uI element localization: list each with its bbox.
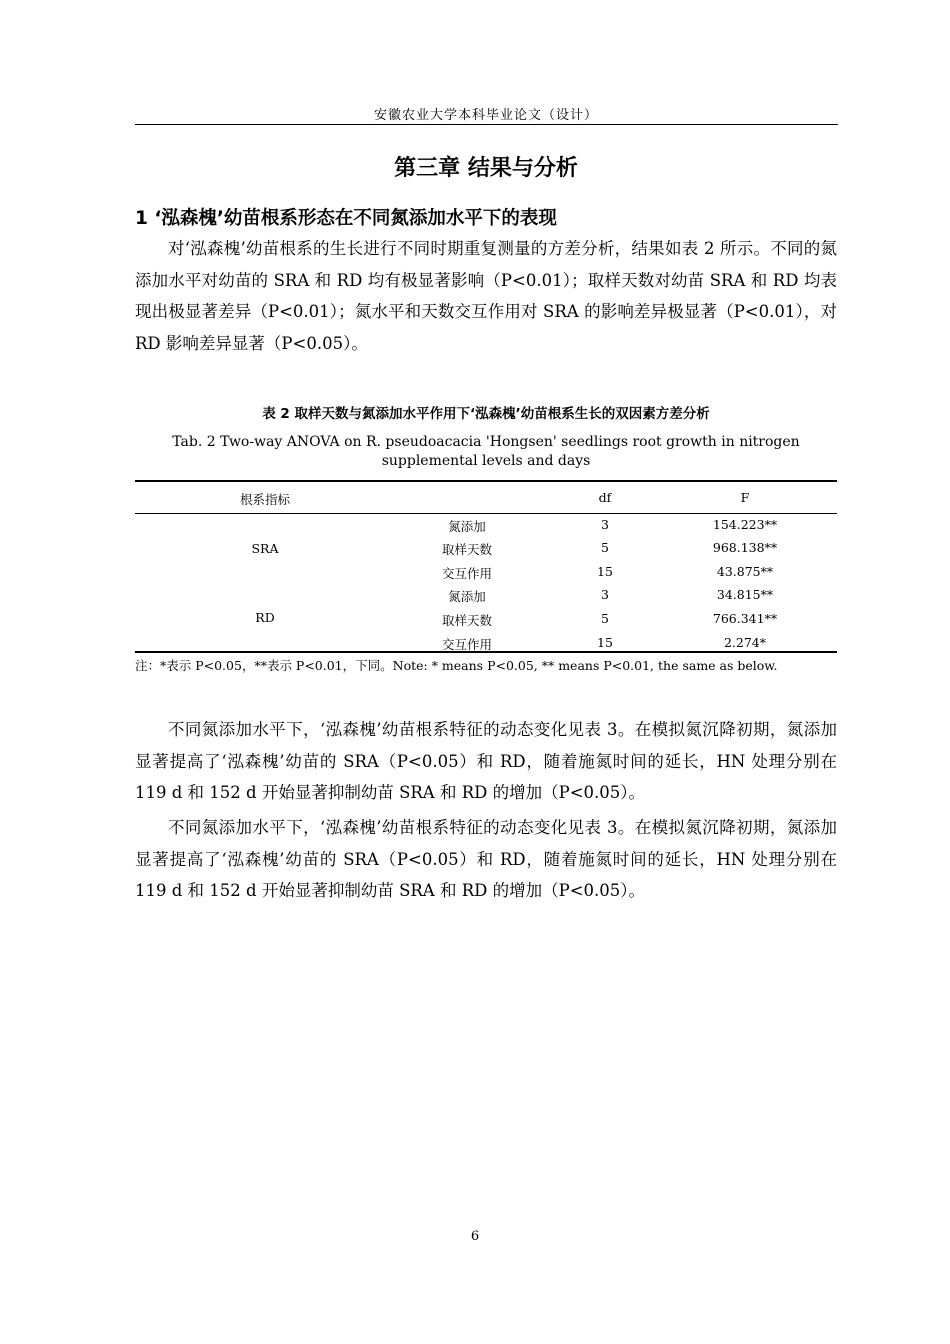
section-heading: 1 ‘泓森槐’幼苗根系形态在不同氮添加水平下的表现	[135, 208, 557, 229]
running-header: 安徽农业大学本科毕业论文（设计）	[373, 108, 598, 123]
table-cell-f: 34.815**	[716, 587, 774, 602]
table-cell-f: 154.223**	[712, 517, 778, 532]
header-rule	[135, 124, 838, 125]
paragraph-3: 不同氮添加水平下，‘泓森槐’幼苗根系特征的动态变化见表 3。在模拟氮沉降初期，氮添加显著提高了‘泓森槐’幼苗的 SRA（P<0.05）和 RD，随着施氮时间的延长，HN 处理分别在 119 d 和 152 d 开始显著抑制幼苗 SRA 和 RD 的增加（P<0.05）。	[135, 818, 837, 900]
anova-table	[135, 480, 837, 652]
table-top-rule	[135, 480, 837, 482]
group-label-rd: RD	[255, 610, 275, 625]
table-cell-df: 15	[597, 635, 613, 650]
table-cell-factor: 交互作用	[441, 637, 493, 652]
table-cell-f: 43.875**	[716, 564, 774, 579]
page-number: 6	[470, 1229, 480, 1244]
header-f: F	[740, 490, 750, 505]
table-cell-df: 5	[601, 611, 609, 626]
table-cell-df: 3	[601, 517, 609, 532]
header-df: df	[598, 490, 612, 505]
table-cell-f: 766.341**	[712, 611, 778, 626]
header-indicator: 根系指标	[239, 492, 291, 507]
table-cell-f: 2.274*	[723, 635, 767, 650]
table-cell-df: 3	[601, 587, 609, 602]
paragraph-2: 不同氮添加水平下，‘泓森槐’幼苗根系特征的动态变化见表 3。在模拟氮沉降初期，氮添加显著提高了‘泓森槐’幼苗的 SRA（P<0.05）和 RD，随着施氮时间的延长，HN 处理分别在 119 d 和 152 d 开始显著抑制幼苗 SRA 和 RD 的增加（P<0.05）。	[135, 720, 837, 802]
table-caption-en: Tab. 2 Two-way ANOVA on R. pseudoacacia 'Hongsen' seedlings root growth in nitrogen supplemental levels and days	[172, 434, 800, 469]
table-caption-cn: 表 2 取样天数与氮添加水平作用下‘泓森槐’幼苗根系生长的双因素方差分析	[262, 406, 710, 422]
table-note: 注：*表示 P<0.05，**表示 P<0.01，下同。Note: * means P<0.05, ** means P<0.01, the same as below.	[135, 658, 778, 673]
table-cell-f: 968.138**	[712, 540, 778, 555]
chapter-title: 第三章 结果与分析	[394, 156, 578, 181]
group-label-sra: SRA	[251, 541, 279, 556]
paragraph-1: 对‘泓森槐’幼苗根系的生长进行不同时期重复测量的方差分析，结果如表 2 所示。不同的氮添加水平对幼苗的 SRA 和 RD 均有极显著影响（P<0.01）；取样天数对幼苗 SRA 和 RD 均表现出极显著差异（P<0.01）；氮水平和天数交互作用对 SRA 的影响差异极显著（P<0.01），对 RD 影响差异显著（P<0.05）。	[135, 239, 837, 353]
table-cell-factor: 交互作用	[441, 566, 493, 581]
table-bottom-rule	[135, 651, 837, 653]
table-cell-df: 5	[601, 540, 609, 555]
table-cell-factor: 氮添加	[448, 519, 486, 534]
table-cell-df: 15	[597, 564, 613, 579]
table-cell-factor: 氮添加	[448, 589, 486, 604]
table-cell-factor: 取样天数	[441, 613, 493, 628]
table-header-rule	[135, 513, 837, 514]
table-cell-factor: 取样天数	[441, 542, 493, 557]
